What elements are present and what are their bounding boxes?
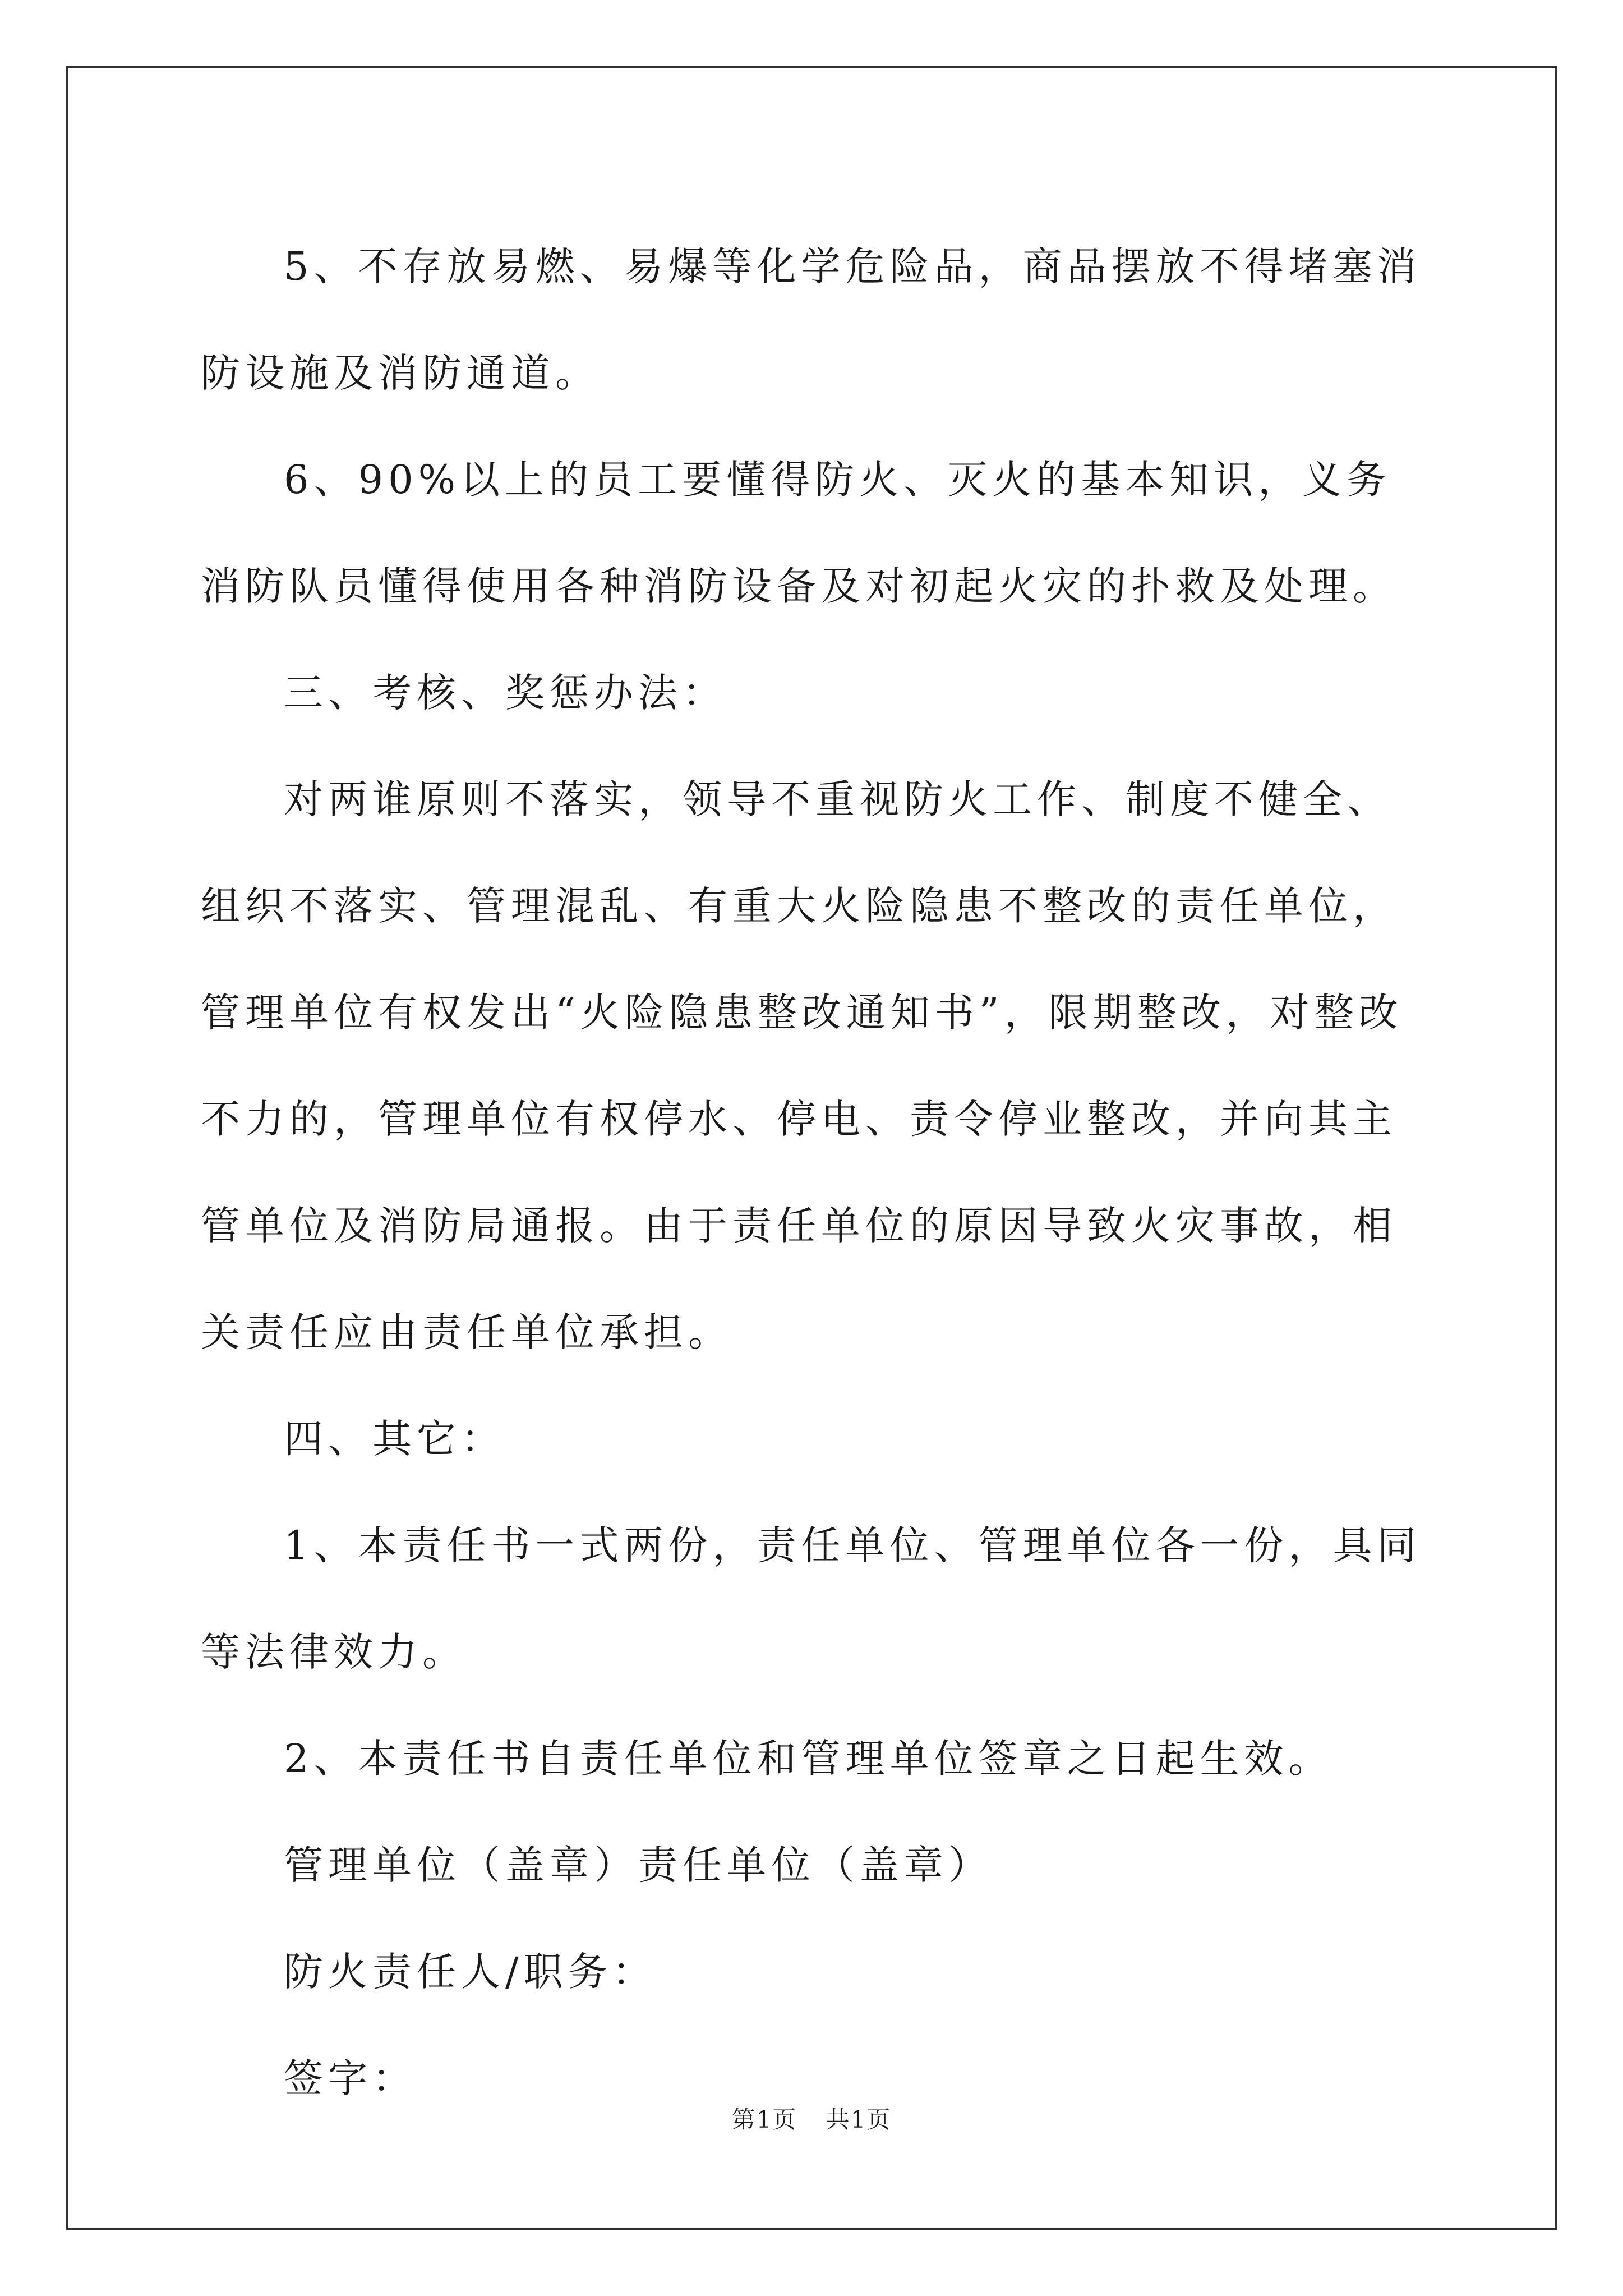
- document-body: [201, 213, 1429, 2132]
- responsible-person-line: 防火责任人/职务：: [284, 1949, 657, 1995]
- page-number: 第1页: [731, 2106, 797, 2133]
- paragraph-assessment-body: 对两谁原则不落实，领导不重视防火工作、制度不健全、组织不落实、管理混乱、有重大火险隐患不整改的责任单位，管理单位有权发出“火险隐患整改通知书”，限期整改，对整改不力的，管理单位有权停水、停电、责令停业整改，并向其主管单位及消防局通报。由于责任单位的原因导致火灾事故，相关责任应由责任单位承担。: [201, 776, 1403, 1355]
- paragraph-other-1: 1、本责任书一式两份，责任单位、管理单位各一份，具同等法律效力。: [201, 1522, 1422, 1675]
- paragraph-other-2: 2、本责任书自责任单位和管理单位签章之日起生效。: [284, 1736, 1333, 1782]
- paragraph-item-5: 5、不存放易燃、易爆等化学危险品，商品摆放不得堵塞消防设施及消防通道。: [201, 243, 1422, 396]
- section-heading-other: 四、其它：: [284, 1416, 505, 1462]
- section-heading-assessment: 三、考核、奖惩办法：: [284, 670, 727, 716]
- page-footer: [0, 2101, 1623, 2135]
- paragraph-item-6: 6、90%以上的员工要懂得防火、灭火的基本知识，义务消防队员懂得使用各种消防设备及对初起火灾的扑救及处理。: [201, 457, 1397, 609]
- page-total: 共1页: [826, 2106, 892, 2133]
- signature-line: 签字：: [284, 2055, 417, 2101]
- seal-line: 管理单位（盖章）责任单位（盖章）: [284, 1842, 993, 1888]
